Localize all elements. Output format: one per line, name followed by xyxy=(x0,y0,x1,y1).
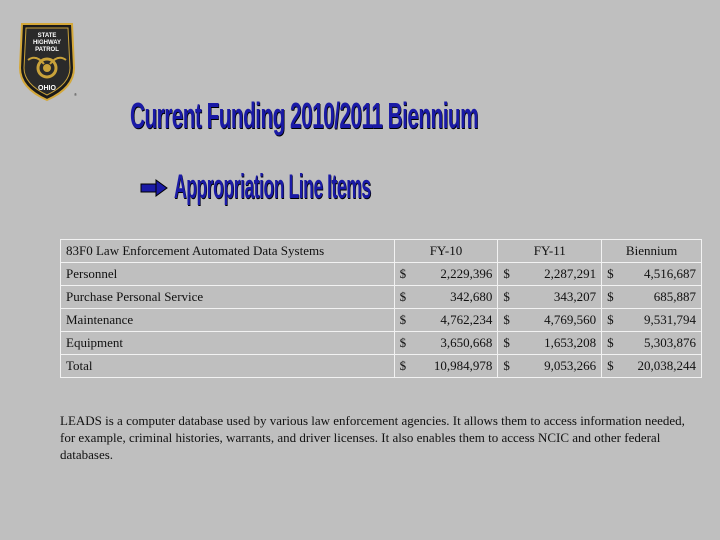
subtitle-row xyxy=(140,168,552,207)
page-title: Current Funding 2010/2011 Biennium xyxy=(130,95,479,136)
cell-fy10 xyxy=(394,309,498,332)
currency-symbol: $ xyxy=(503,358,510,373)
row-label: Total xyxy=(61,355,395,378)
currency-symbol: $ xyxy=(607,335,614,350)
currency-symbol: $ xyxy=(503,312,510,327)
cell-fy10 xyxy=(394,332,498,355)
amount-fy10: 3,650,668 xyxy=(440,335,493,350)
cell-biennium xyxy=(602,286,702,309)
row-label: Purchase Personal Service xyxy=(61,286,395,309)
currency-symbol: $ xyxy=(607,358,614,373)
amount-fy10: 10,984,978 xyxy=(433,358,493,373)
table-row xyxy=(61,309,702,332)
cell-biennium xyxy=(602,355,702,378)
table-header-row xyxy=(61,240,702,263)
funding-table xyxy=(60,239,702,378)
table-row xyxy=(61,263,702,286)
right-arrow-icon xyxy=(140,179,168,197)
logo-line-4: OHIO xyxy=(38,85,56,92)
amount-biennium: 20,038,244 xyxy=(637,358,696,373)
currency-symbol: $ xyxy=(399,289,407,304)
header-program: 83F0 Law Enforcement Automated Data Systems xyxy=(61,240,395,263)
amount-fy11: 343,207 xyxy=(553,289,597,304)
row-label: Personnel xyxy=(61,263,395,286)
amount-fy11: 4,769,560 xyxy=(544,312,597,327)
cell-fy11 xyxy=(498,286,602,309)
currency-symbol: $ xyxy=(399,312,407,327)
currency-symbol: $ xyxy=(399,266,407,281)
currency-symbol: $ xyxy=(607,266,614,281)
table-row xyxy=(61,332,702,355)
currency-symbol: $ xyxy=(399,358,407,373)
currency-symbol: $ xyxy=(503,266,510,281)
amount-fy11: 9,053,266 xyxy=(544,358,597,373)
amount-biennium: 5,303,876 xyxy=(644,335,696,350)
logo-registered-mark: ® xyxy=(74,92,77,97)
amount-biennium: 685,887 xyxy=(653,289,696,304)
header-biennium: Biennium xyxy=(602,240,702,263)
leads-description: LEADS is a computer database used by various law enforcement agencies. It allows them to access information needed, for example, criminal histories, warrants, and driver licenses. It also enables them to access NCIC and other federal databases. xyxy=(60,413,685,462)
cell-fy11 xyxy=(498,309,602,332)
cell-fy11 xyxy=(498,263,602,286)
cell-biennium xyxy=(602,332,702,355)
table-row xyxy=(61,355,702,378)
amount-fy11: 1,653,208 xyxy=(544,335,597,350)
amount-fy10: 342,680 xyxy=(450,289,493,304)
amount-fy10: 2,229,396 xyxy=(440,266,493,281)
logo-line-2: HIGHWAY xyxy=(32,40,62,46)
currency-symbol: $ xyxy=(503,335,510,350)
cell-fy10 xyxy=(394,263,498,286)
amount-fy10: 4,762,234 xyxy=(440,312,493,327)
cell-fy11 xyxy=(498,355,602,378)
ohio-state-highway-patrol-logo xyxy=(16,20,78,102)
currency-symbol: $ xyxy=(607,289,614,304)
page-subtitle: Appropriation Line Items xyxy=(174,168,371,206)
table-row xyxy=(61,286,702,309)
cell-biennium xyxy=(602,309,702,332)
amount-fy11: 2,287,291 xyxy=(544,266,597,281)
currency-symbol: $ xyxy=(607,312,614,327)
cell-fy11 xyxy=(498,332,602,355)
cell-biennium xyxy=(602,263,702,286)
row-label: Maintenance xyxy=(61,309,395,332)
cell-fy10 xyxy=(394,286,498,309)
amount-biennium: 9,531,794 xyxy=(644,312,696,327)
header-fy11: FY-11 xyxy=(498,240,602,263)
patrol-badge-icon xyxy=(16,20,78,102)
row-label: Equipment xyxy=(61,332,395,355)
currency-symbol: $ xyxy=(399,335,407,350)
header-fy10: FY-10 xyxy=(394,240,498,263)
currency-symbol: $ xyxy=(503,289,510,304)
logo-line-1: STATE xyxy=(37,33,57,39)
amount-biennium: 4,516,687 xyxy=(644,266,696,281)
cell-fy10 xyxy=(394,355,498,378)
logo-line-3: PATROL xyxy=(35,47,59,53)
